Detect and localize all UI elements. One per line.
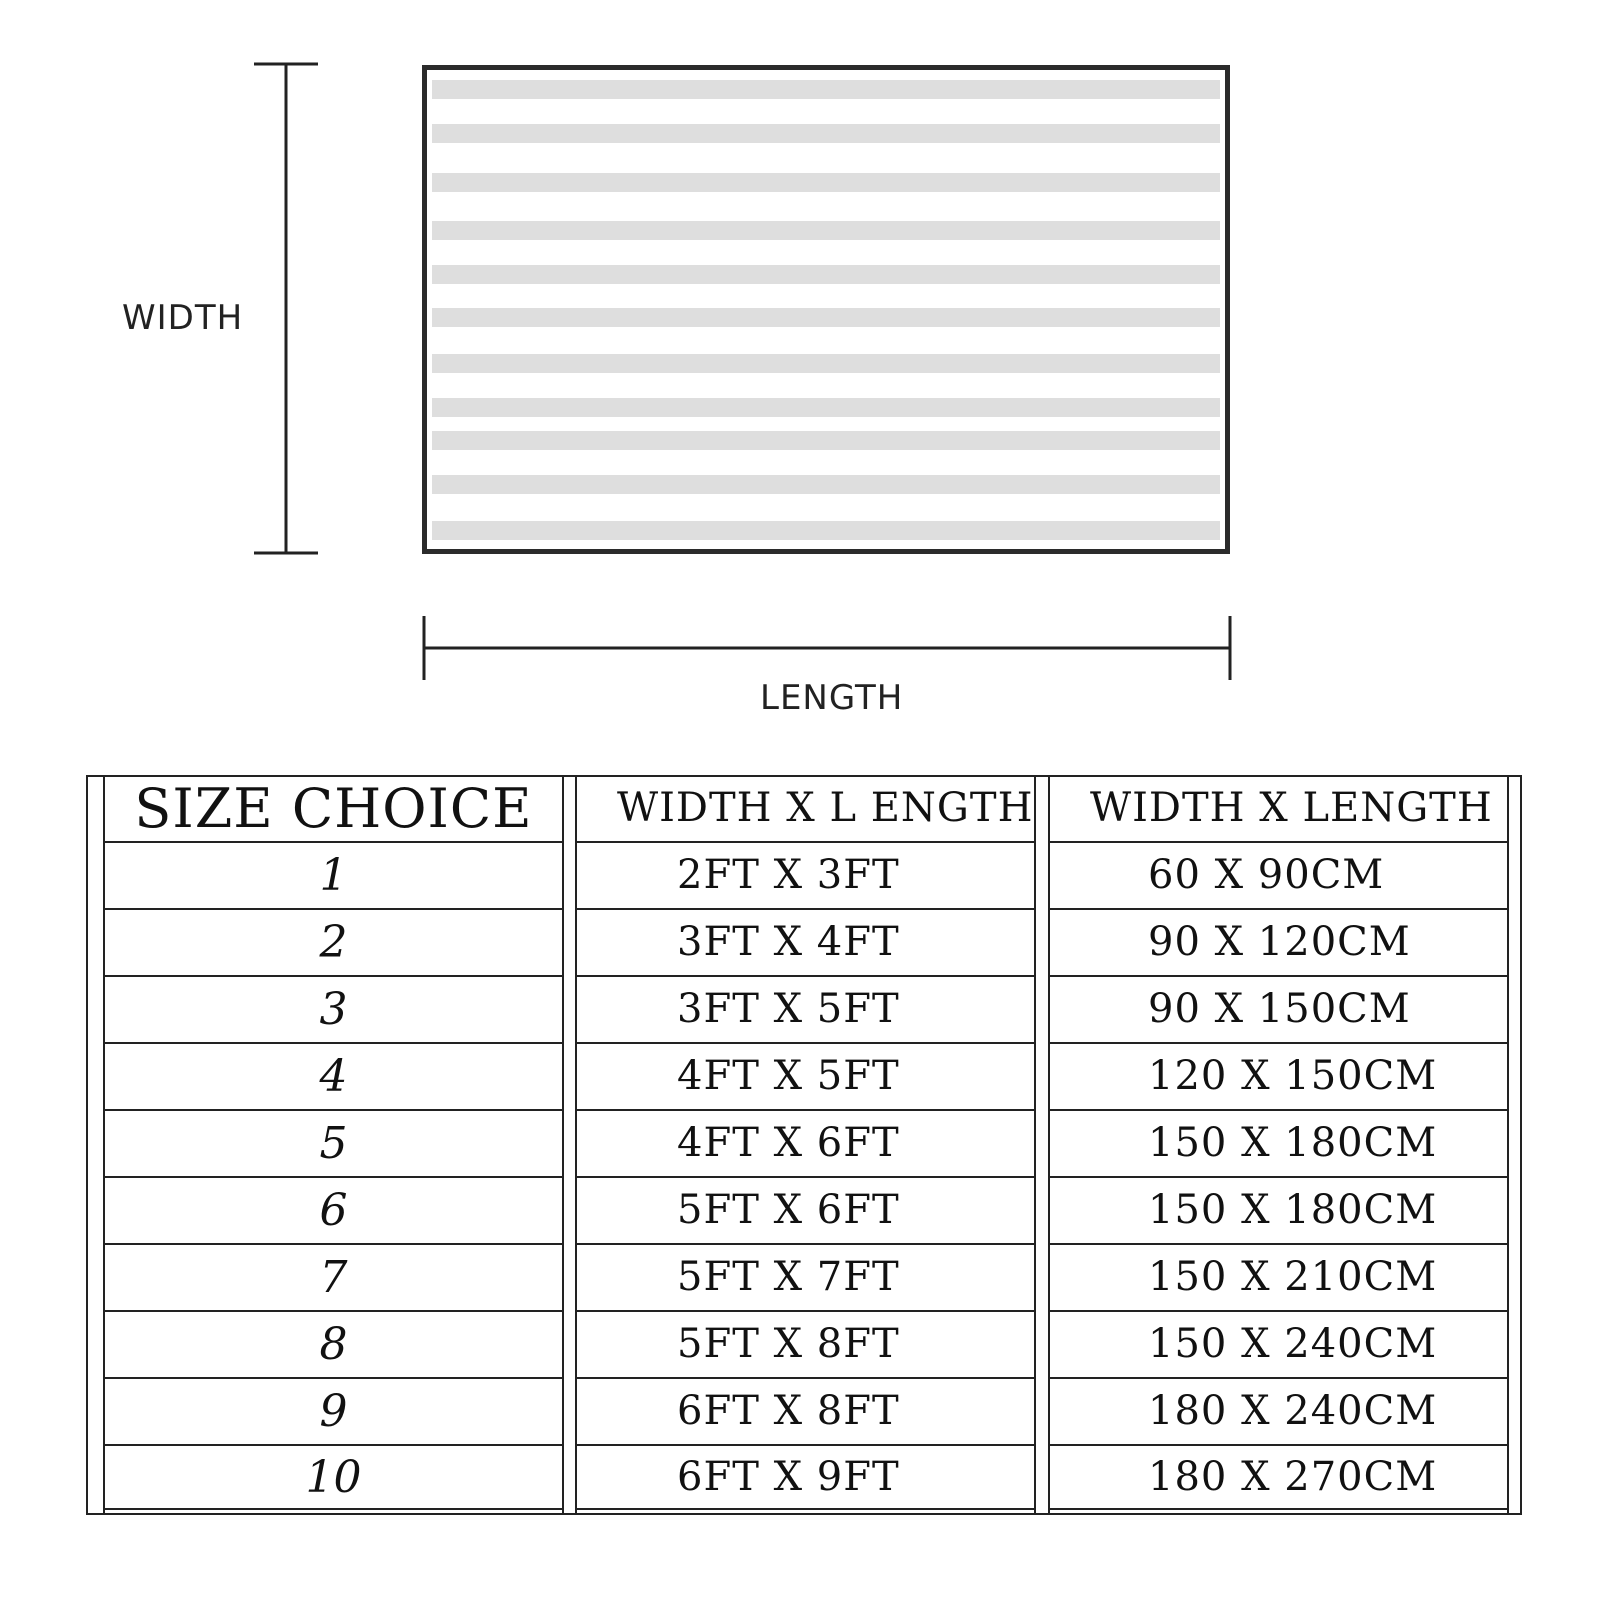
size-choice-cell: 3: [105, 975, 562, 1041]
feet-dimensions-column: [575, 775, 1036, 1515]
rug-stripe: [432, 173, 1220, 192]
feet-size-cell: 6FT X 8FT: [577, 1377, 1034, 1443]
feet-size-cell: 3FT X 5FT: [577, 975, 1034, 1041]
rug-stripe: [432, 265, 1220, 284]
size-choice-cell: 5: [105, 1109, 562, 1175]
length-label: LENGTH: [760, 678, 904, 718]
size-choice-header: SIZE CHOICE: [134, 776, 533, 840]
cm-size-cell: 120 X 150CM: [1050, 1042, 1507, 1108]
size-choice-cell: 7: [105, 1243, 562, 1309]
striped-rug-illustration: [422, 65, 1230, 554]
dimension-diagram: [0, 0, 1600, 740]
feet-size-cell: 4FT X 5FT: [577, 1042, 1034, 1108]
cm-size-cell: 180 X 270CM: [1050, 1444, 1507, 1510]
cm-size-cell: 150 X 180CM: [1050, 1109, 1507, 1175]
cm-size-cell: 150 X 240CM: [1050, 1310, 1507, 1376]
rug-stripe: [432, 521, 1220, 540]
feet-size-cell: 5FT X 7FT: [577, 1243, 1034, 1309]
rug-stripe: [432, 221, 1220, 240]
feet-size-cell: 4FT X 6FT: [577, 1109, 1034, 1175]
rug-stripe: [432, 398, 1220, 417]
cm-size-cell: 90 X 120CM: [1050, 908, 1507, 974]
rug-stripe: [432, 354, 1220, 373]
size-table: [86, 775, 1522, 1515]
cm-dimensions-column: [1048, 775, 1509, 1515]
size-choice-cell: 10: [105, 1444, 562, 1510]
feet-size-cell: 5FT X 8FT: [577, 1310, 1034, 1376]
cm-size-cell: 60 X 90CM: [1050, 841, 1507, 907]
size-choice-cell: 1: [105, 841, 562, 907]
size-choice-cell: 9: [105, 1377, 562, 1443]
rug-stripe: [432, 475, 1220, 494]
rug-stripe: [432, 80, 1220, 99]
feet-size-cell: 5FT X 6FT: [577, 1176, 1034, 1242]
feet-size-cell: 2FT X 3FT: [577, 841, 1034, 907]
cm-header: WIDTH X LENGTH: [1090, 785, 1493, 831]
feet-header: WIDTH X L ENGTH: [617, 785, 1034, 831]
feet-size-cell: 3FT X 4FT: [577, 908, 1034, 974]
rug-stripe: [432, 308, 1220, 327]
size-choice-cell: 8: [105, 1310, 562, 1376]
size-choice-column: [103, 775, 564, 1515]
size-choice-cell: 4: [105, 1042, 562, 1108]
cm-size-cell: 180 X 240CM: [1050, 1377, 1507, 1443]
feet-size-cell: 6FT X 9FT: [577, 1444, 1034, 1510]
cm-size-cell: 90 X 150CM: [1050, 975, 1507, 1041]
rug-stripe: [432, 431, 1220, 450]
size-choice-cell: 2: [105, 908, 562, 974]
rug-stripe: [432, 124, 1220, 143]
cm-size-cell: 150 X 210CM: [1050, 1243, 1507, 1309]
width-label: WIDTH: [122, 298, 244, 338]
size-choice-cell: 6: [105, 1176, 562, 1242]
cm-size-cell: 150 X 180CM: [1050, 1176, 1507, 1242]
